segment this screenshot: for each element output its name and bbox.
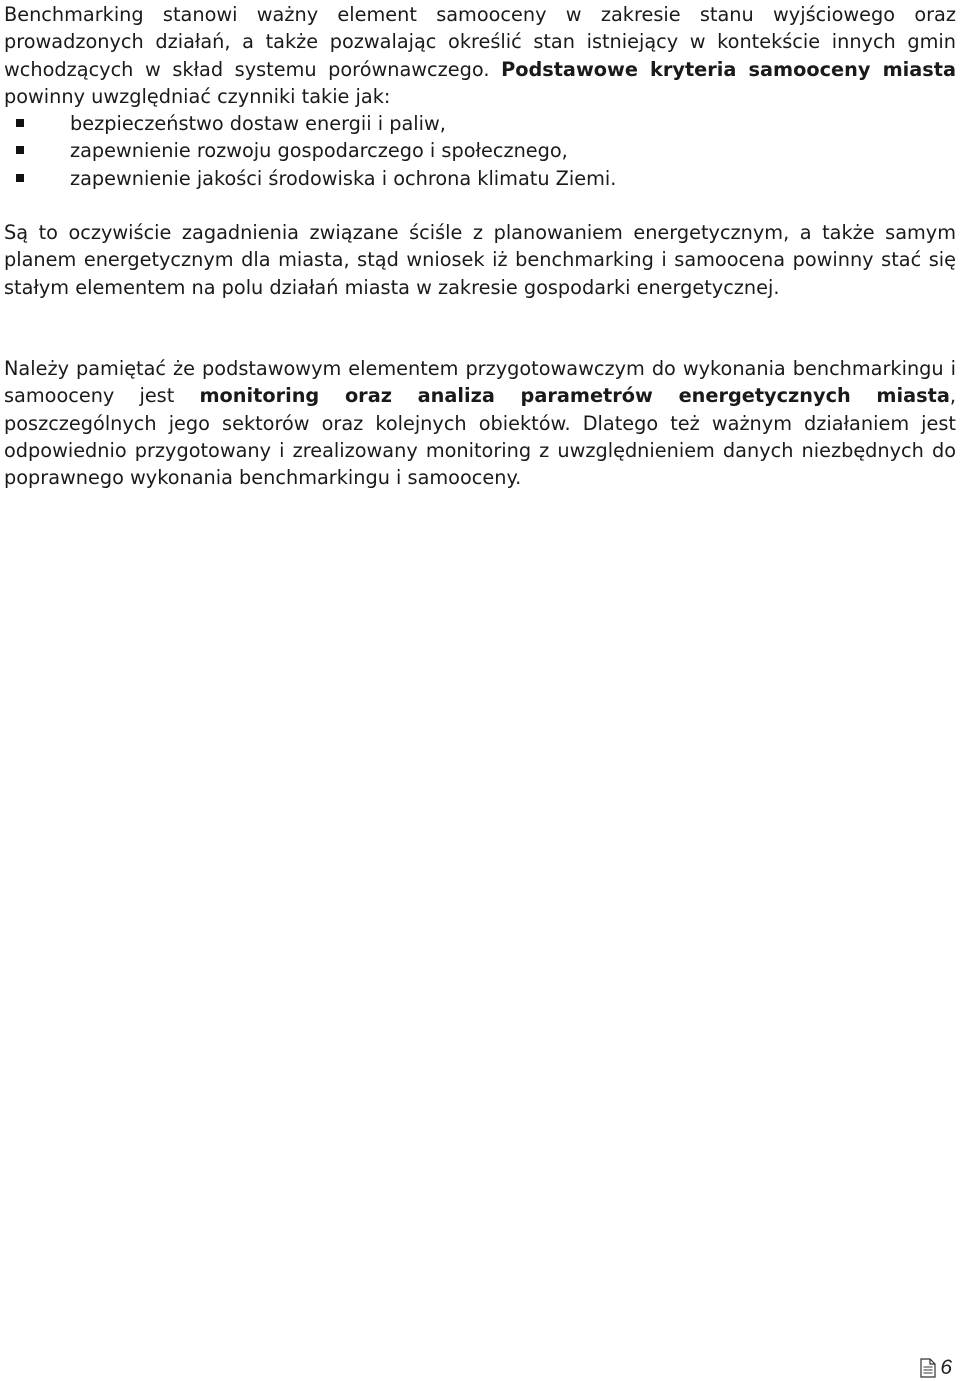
- list-item-text: zapewnienie rozwoju gospodarczego i społecznego,: [70, 139, 568, 163]
- list-item-text: bezpieczeństwo dostaw energii i paliw,: [70, 112, 446, 135]
- paragraph-3-bold: monitoring oraz analiza parametrów energetycznych miasta: [199, 384, 950, 408]
- list-item-text: zapewnienie jakości środowiska i ochrona klimatu Ziemi.: [70, 166, 617, 190]
- list-item: [4, 110, 956, 137]
- list-item: [4, 165, 956, 192]
- paragraph-1-rest: powinny uwzględniać czynniki takie jak:: [4, 84, 391, 108]
- paragraph-3-intro: Należy pamiętać że podstawowym elementem przygotowawczym do wykonania benchmarkingu i samooceny jest: [4, 357, 956, 408]
- paragraph-1-intro: Benchmarking stanowi ważny element samooceny w zakresie stanu wyjściowego oraz prowadzonych działań, a także pozwalając określić stan istniejący w kontekście innych gmin wchodzących w skład systemu porównawczego.: [4, 3, 956, 81]
- square-bullet-icon: [16, 146, 24, 154]
- paragraph-planning: Są to oczywiście zagadnienia związane ściśle z planowaniem energetycznym, a także samym planem energetycznym dla miasta, stąd wniosek iż benchmarking i samoocena powinny stać się stałym elementem na polu działań miasta w zakresie gospodarki energetycznej.: [4, 221, 956, 299]
- list-item: [4, 137, 956, 164]
- paragraph-3-rest: , poszczególnych jego sektorów oraz kolejnych obiektów. Dlatego też ważnym działaniem jest odpowiednio przygotowany i zrealizowany monitoring z uwzględnieniem danych niezbędnych do poprawnego wykonania benchmarkingu i samooceny.: [4, 384, 956, 490]
- document-icon: [920, 1358, 936, 1378]
- paragraph-monitoring: [4, 355, 956, 491]
- square-bullet-icon: [16, 174, 24, 182]
- paragraph-benchmarking-intro: [4, 1, 956, 110]
- page-footer: [920, 1355, 952, 1381]
- criteria-list: [4, 110, 956, 192]
- page-number: 6: [940, 1356, 952, 1379]
- paragraph-1-bold: Podstawowe kryteria samooceny miasta: [501, 57, 956, 81]
- square-bullet-icon: [16, 119, 24, 127]
